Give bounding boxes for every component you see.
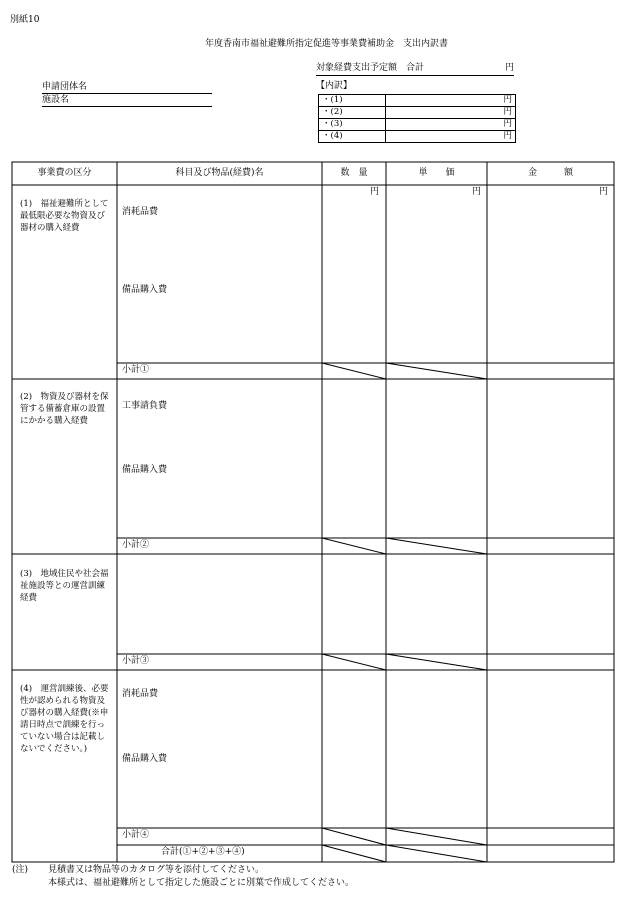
breakdown-amount[interactable]: 円: [386, 119, 516, 131]
breakdown-amount[interactable]: 円: [386, 107, 516, 119]
section-1-subtotal: 小計①: [122, 365, 150, 375]
section-4-item-1: 消耗品費: [122, 689, 159, 699]
qty-yen: 円: [370, 187, 380, 197]
total-label: 対象経費支出予定額 合計: [316, 63, 425, 73]
section-3-category: (3) 地域住民や社会福祉施設等との運営訓練経費: [20, 569, 109, 603]
header-amount: 金 額: [527, 168, 573, 178]
grand-total-label: 合計(①+②+③+④): [161, 847, 245, 857]
page-title: 年度香南市福祉避難所指定促進等事業費補助金 支出内訳書: [205, 39, 449, 49]
section-2-subtotal: 小計②: [122, 540, 150, 550]
notes-label: (注): [12, 865, 29, 875]
breakdown-label: ・(3): [319, 119, 386, 131]
total-yen: 円: [504, 63, 514, 73]
section-2-category: (2) 物資及び器材を保管する備蓄倉庫の設置にかかる購入経費: [20, 392, 109, 426]
breakdown-amount[interactable]: 円: [386, 95, 516, 107]
header-qty: 数 量: [340, 168, 368, 178]
section-1-item-2: 備品購入費: [122, 285, 168, 295]
applicant-label: 申請団体名: [42, 82, 88, 92]
facility-label: 施設名: [42, 95, 70, 105]
section-4-item-2: 備品購入費: [122, 754, 168, 764]
note-line-1: 見積書又は物品等のカタログ等を添付してください。: [48, 865, 265, 875]
breakdown-label: ・(4): [319, 131, 386, 143]
section-4-subtotal: 小計④: [122, 830, 150, 840]
breakdown-heading: 【内訳】: [316, 81, 353, 91]
note-line-2: 本様式は、福祉避難所として指定した施設ごとに別葉で作成してください。: [48, 878, 355, 888]
section-1-category: (1) 福祉避難所として最低限必要な物資及び器材の購入経費: [20, 199, 109, 233]
header-unit: 単 価: [418, 168, 455, 178]
breakdown-amount[interactable]: 円: [386, 131, 516, 143]
breakdown-label: ・(2): [319, 107, 386, 119]
unit-yen: 円: [472, 187, 482, 197]
section-1-item-1: 消耗品費: [122, 207, 159, 217]
section-3-subtotal: 小計③: [122, 656, 150, 666]
breakdown-label: ・(1): [319, 95, 386, 107]
header-item: 科目及び物品(経費)名: [175, 168, 264, 178]
amount-yen: 円: [599, 187, 609, 197]
section-4-category: (4) 運営訓練後、必要性が認められる物資及び器材の購入経費(※申請日時点で訓練を行っていない場合は記載しないでください。): [20, 684, 109, 754]
section-2-item-2: 備品購入費: [122, 465, 168, 475]
header-category: 事業費の区分: [37, 168, 92, 178]
form-id: 別紙10: [10, 15, 40, 25]
section-2-item-1: 工事請負費: [122, 401, 168, 411]
